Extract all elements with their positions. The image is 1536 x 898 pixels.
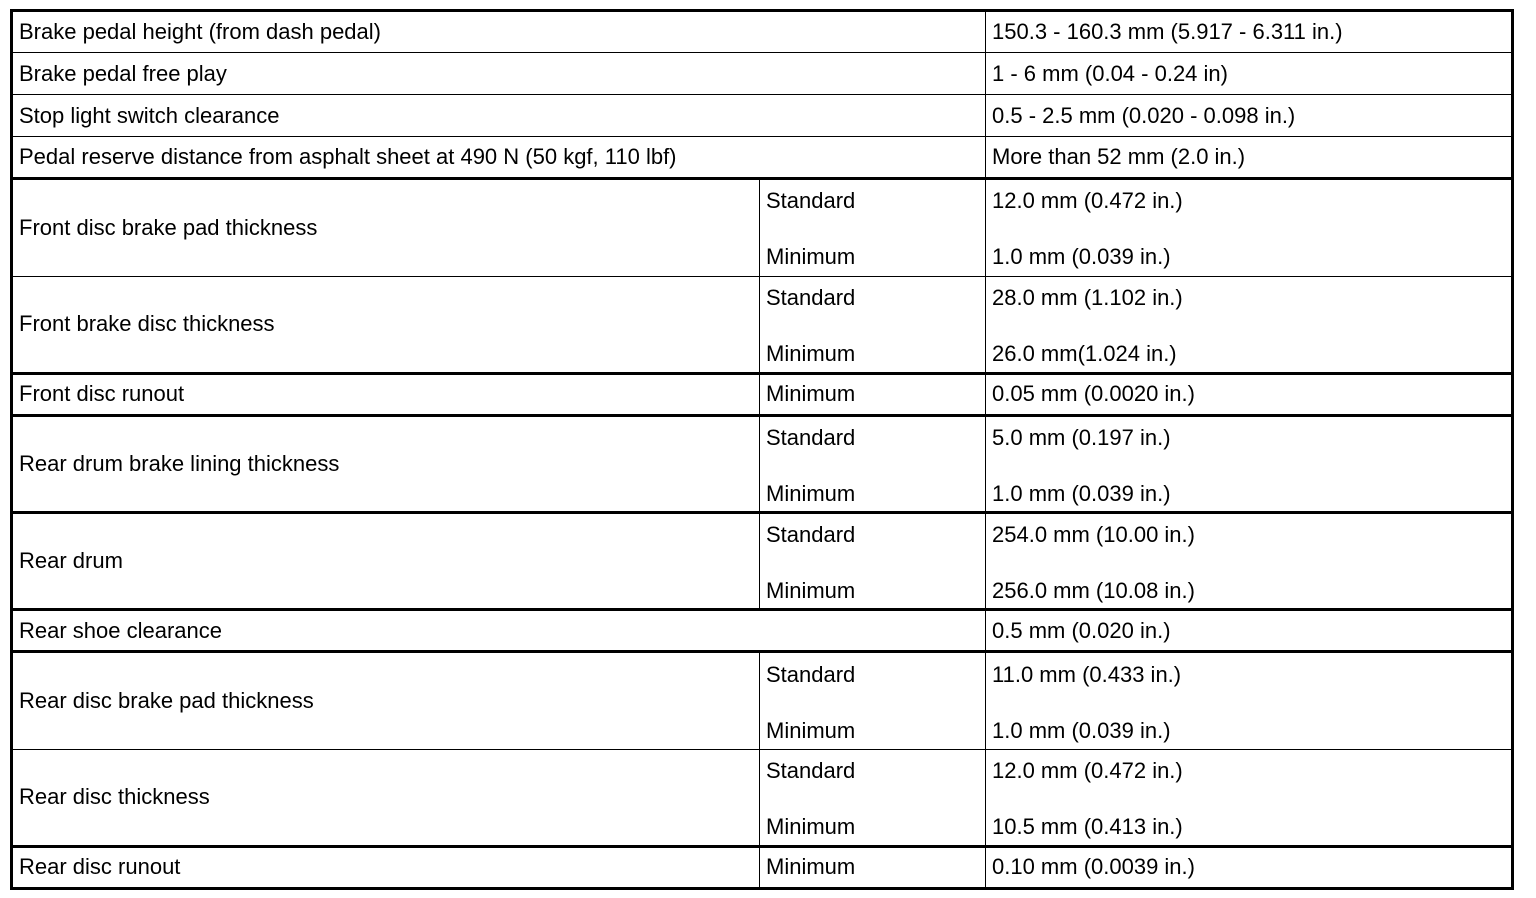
spec-value: 150.3 - 160.3 mm (5.917 - 6.311 in.)	[986, 11, 1513, 53]
spec-condition: Minimum	[766, 480, 856, 506]
spec-value: 12.0 mm (0.472 in.)	[992, 757, 1183, 783]
spec-value: 256.0 mm (10.08 in.)	[992, 577, 1195, 603]
spec-condition: Minimum	[766, 244, 856, 270]
table-row	[12, 749, 1513, 846]
spec-item: Rear shoe clearance	[12, 610, 986, 652]
spec-condition: Standard	[766, 284, 856, 310]
spec-value-cell	[986, 179, 1513, 276]
table-row	[12, 415, 1513, 512]
spec-condition: Minimum	[766, 717, 856, 743]
spec-value-cell	[986, 513, 1513, 610]
table-row	[12, 652, 1513, 749]
spec-value-cell	[986, 749, 1513, 846]
table-row	[12, 846, 1513, 888]
spec-condition-cell	[760, 415, 986, 512]
spec-condition: Standard	[766, 424, 856, 450]
spec-condition-cell	[760, 179, 986, 276]
table-row	[12, 373, 1513, 415]
spec-value: 254.0 mm (10.00 in.)	[992, 521, 1195, 547]
spec-item: Brake pedal free play	[12, 53, 986, 95]
spec-item: Front disc brake pad thickness	[12, 179, 760, 276]
spec-item: Front disc runout	[12, 373, 760, 415]
spec-condition-cell	[760, 652, 986, 749]
table-row	[12, 53, 1513, 95]
spec-condition-cell	[760, 276, 986, 373]
table-row	[12, 276, 1513, 373]
spec-condition: Minimum	[766, 340, 856, 366]
spec-value-cell	[986, 652, 1513, 749]
spec-value: 0.5 mm (0.020 in.)	[986, 610, 1513, 652]
spec-condition: Standard	[766, 661, 856, 687]
spec-value: 1 - 6 mm (0.04 - 0.24 in)	[986, 53, 1513, 95]
spec-value: 0.05 mm (0.0020 in.)	[986, 373, 1513, 415]
spec-value: More than 52 mm (2.0 in.)	[986, 137, 1513, 179]
spec-value: 1.0 mm (0.039 in.)	[992, 717, 1171, 743]
spec-value-cell	[986, 415, 1513, 512]
spec-value: 1.0 mm (0.039 in.)	[992, 480, 1171, 506]
table-row	[12, 179, 1513, 276]
spec-value: 12.0 mm (0.472 in.)	[992, 188, 1183, 214]
spec-value: 0.10 mm (0.0039 in.)	[986, 846, 1513, 888]
spec-condition: Minimum	[760, 373, 986, 415]
spec-condition: Minimum	[766, 577, 856, 603]
spec-value: 26.0 mm(1.024 in.)	[992, 340, 1177, 366]
spec-condition: Standard	[766, 757, 856, 783]
spec-item: Stop light switch clearance	[12, 95, 986, 137]
table-row	[12, 95, 1513, 137]
table-row	[12, 137, 1513, 179]
spec-item: Rear disc thickness	[12, 749, 760, 846]
spec-condition: Minimum	[766, 813, 856, 839]
spec-value: 1.0 mm (0.039 in.)	[992, 244, 1171, 270]
spec-value-cell	[986, 276, 1513, 373]
spec-condition: Minimum	[760, 846, 986, 888]
spec-condition: Standard	[766, 188, 856, 214]
table-row	[12, 610, 1513, 652]
spec-item: Rear disc brake pad thickness	[12, 652, 760, 749]
spec-value: 11.0 mm (0.433 in.)	[992, 661, 1182, 687]
spec-item: Front brake disc thickness	[12, 276, 760, 373]
brake-spec-table	[10, 9, 1514, 890]
spec-condition-cell	[760, 749, 986, 846]
spec-condition: Standard	[766, 521, 856, 547]
spec-value: 5.0 mm (0.197 in.)	[992, 424, 1171, 450]
spec-item: Rear drum brake lining thickness	[12, 415, 760, 512]
spec-item: Rear disc runout	[12, 846, 760, 888]
spec-value: 28.0 mm (1.102 in.)	[992, 284, 1183, 310]
spec-condition-cell	[760, 513, 986, 610]
spec-item: Pedal reserve distance from asphalt sheet at 490 N (50 kgf, 110 lbf)	[12, 137, 986, 179]
table-row	[12, 11, 1513, 53]
spec-item: Brake pedal height (from dash pedal)	[12, 11, 986, 53]
spec-value: 10.5 mm (0.413 in.)	[992, 813, 1183, 839]
spec-value: 0.5 - 2.5 mm (0.020 - 0.098 in.)	[986, 95, 1513, 137]
table-row	[12, 513, 1513, 610]
spec-item: Rear drum	[12, 513, 760, 610]
